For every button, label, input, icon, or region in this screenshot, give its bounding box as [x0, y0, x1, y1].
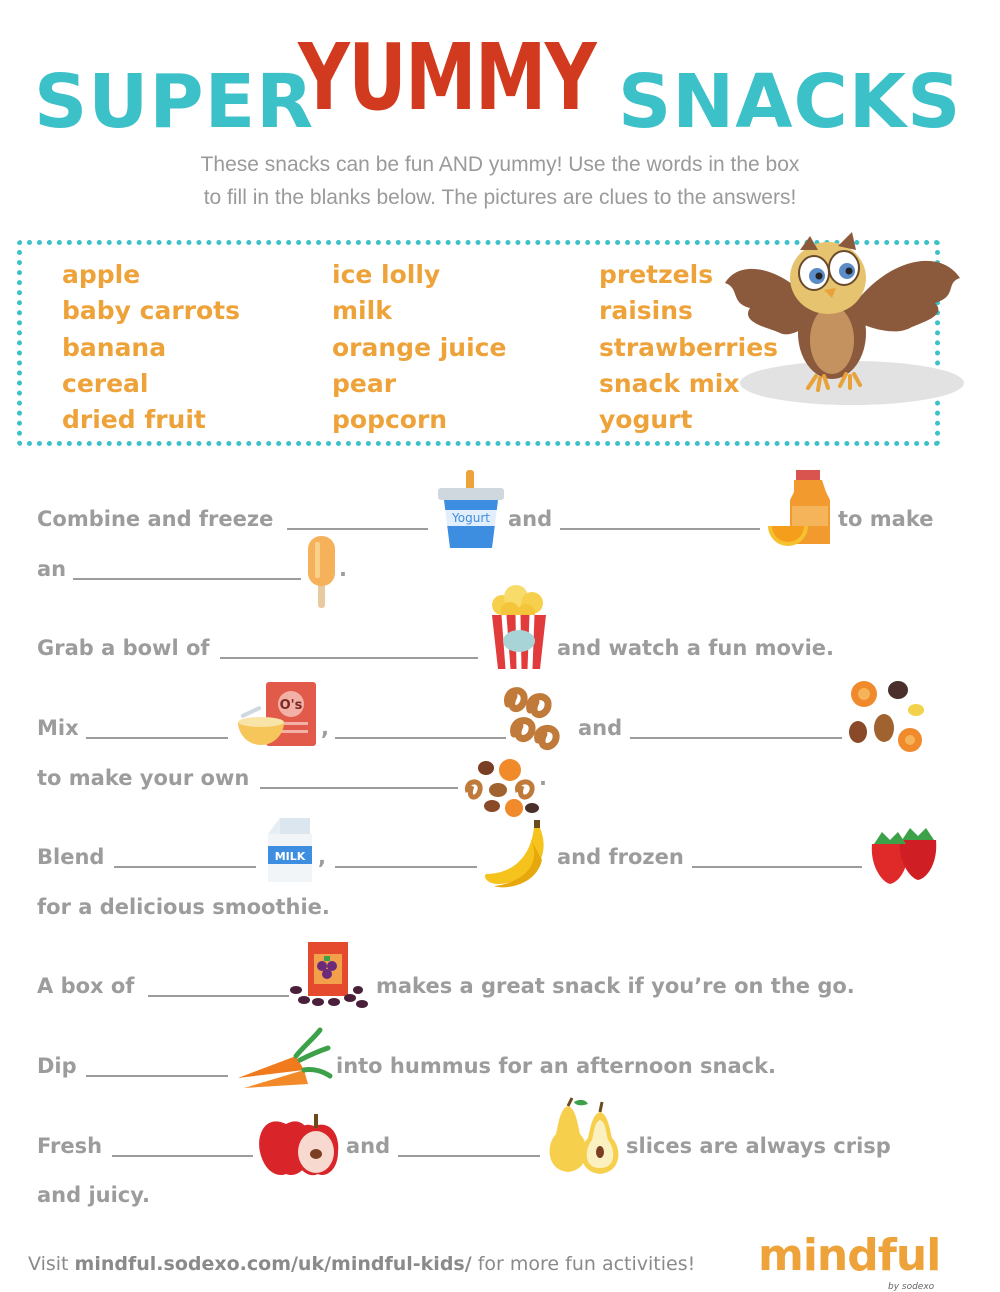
- milk-clue-icon: [264, 814, 316, 884]
- word-orange-juice: orange juice: [332, 333, 507, 362]
- dried-fruit-clue-icon: [846, 680, 926, 754]
- s1-text-c: to make: [838, 507, 934, 531]
- snack-mix-clue-icon: [462, 752, 548, 818]
- pear-clue-icon: [544, 1098, 622, 1176]
- title-snacks: SNACKS: [618, 59, 962, 145]
- s3-blank-snack-mix[interactable]: [260, 787, 458, 789]
- strawberries-clue-icon: [866, 826, 940, 886]
- footer: [28, 1253, 695, 1275]
- s4-blank-milk[interactable]: [114, 866, 256, 868]
- s1-text-a: Combine and freeze: [37, 507, 274, 531]
- s1-text-e: .: [339, 557, 347, 581]
- s7-text-b: and: [346, 1134, 391, 1158]
- footer-link[interactable]: mindful.sodexo.com/uk/mindful-kids/: [74, 1253, 472, 1275]
- s2-text-a: Grab a bowl of: [37, 636, 210, 660]
- title-super: SUPER: [34, 59, 315, 145]
- s4-text-b: ,: [318, 845, 326, 869]
- ice-lolly-clue-icon: [305, 536, 339, 610]
- s4-text-c: and frozen: [557, 845, 684, 869]
- s3-text-b: ,: [321, 716, 329, 740]
- s3-blank-dried-fruit[interactable]: [630, 737, 842, 739]
- banana-clue-icon: [480, 820, 552, 890]
- s5-text-a: A box of: [37, 974, 135, 998]
- pretzels-clue-icon: [500, 682, 570, 758]
- footer-suffix: for more fun activities!: [477, 1253, 696, 1275]
- s3-text-d: to make your own: [37, 766, 250, 790]
- s7-text-c: slices are always crisp: [626, 1134, 891, 1158]
- cereal-label: O's: [279, 698, 303, 713]
- instructions-line-2: to fill in the blanks below. The pictures are clues to the answers!: [203, 186, 797, 209]
- word-milk: milk: [332, 296, 392, 325]
- word-banana: banana: [62, 333, 167, 362]
- mindful-logo: mindful: [758, 1230, 941, 1281]
- word-snack-mix: snack mix: [599, 369, 740, 398]
- raisins-clue-icon: [288, 940, 376, 1010]
- s7-text-a: Fresh: [37, 1134, 103, 1158]
- s3-text-c: and: [578, 716, 623, 740]
- s6-text-a: Dip: [37, 1054, 77, 1078]
- s5-blank-raisins[interactable]: [148, 995, 289, 997]
- s6-blank-baby-carrots[interactable]: [86, 1075, 228, 1077]
- cereal-clue-icon: [236, 680, 320, 748]
- logo-by-sodexo: by sodexo: [888, 1282, 935, 1292]
- s6-text-b: into hummus for an afternoon snack.: [336, 1054, 777, 1078]
- yogurt-clue-icon: [436, 470, 506, 552]
- s7-blank-pear[interactable]: [398, 1155, 540, 1157]
- milk-label: MILK: [274, 850, 306, 863]
- s1-blank-ice-lolly[interactable]: [73, 578, 301, 580]
- s5-text-b: makes a great snack if you’re on the go.: [376, 974, 855, 998]
- popcorn-clue-icon: [488, 585, 550, 671]
- orange-juice-clue-icon: [766, 470, 834, 546]
- title-yummy: YUMMY: [298, 24, 596, 131]
- s2-text-b: and watch a fun movie.: [557, 636, 835, 660]
- s3-text-e: .: [539, 766, 547, 790]
- word-ice-lolly: ice lolly: [332, 260, 441, 289]
- s7-text-d: and juicy.: [37, 1183, 150, 1207]
- s4-text-d: for a delicious smoothie.: [37, 895, 330, 919]
- word-raisins: raisins: [599, 296, 693, 325]
- s2-blank-popcorn[interactable]: [220, 657, 478, 659]
- s1-blank-orange-juice[interactable]: [560, 528, 760, 530]
- word-dried-fruit: dried fruit: [62, 405, 206, 434]
- s3-blank-cereal[interactable]: [86, 737, 228, 739]
- word-popcorn: popcorn: [332, 405, 448, 434]
- baby-carrots-clue-icon: [234, 1026, 332, 1094]
- word-strawberries: strawberries: [599, 333, 779, 362]
- instructions: [60, 148, 940, 214]
- s3-blank-pretzels[interactable]: [335, 737, 506, 739]
- s4-text-a: Blend: [37, 845, 105, 869]
- word-baby-carrots: baby carrots: [62, 296, 241, 325]
- footer-prefix: Visit: [28, 1253, 69, 1275]
- yogurt-label: Yogurt: [452, 511, 490, 525]
- apple-clue-icon: [256, 1110, 340, 1180]
- s4-blank-banana[interactable]: [335, 866, 477, 868]
- s1-text-b: and: [508, 507, 553, 531]
- word-pretzels: pretzels: [599, 260, 714, 289]
- s7-blank-apple[interactable]: [112, 1155, 253, 1157]
- owl-illustration: [720, 228, 970, 413]
- word-yogurt: yogurt: [599, 405, 693, 434]
- instructions-line-1: These snacks can be fun AND yummy! Use the words in the box: [200, 153, 800, 176]
- s1-blank-yogurt[interactable]: [287, 528, 428, 530]
- word-apple: apple: [62, 260, 141, 289]
- s3-text-a: Mix: [37, 716, 79, 740]
- word-cereal: cereal: [62, 369, 149, 398]
- word-pear: pear: [332, 369, 397, 398]
- s4-blank-strawberries[interactable]: [692, 866, 862, 868]
- s1-text-d: an: [37, 557, 67, 581]
